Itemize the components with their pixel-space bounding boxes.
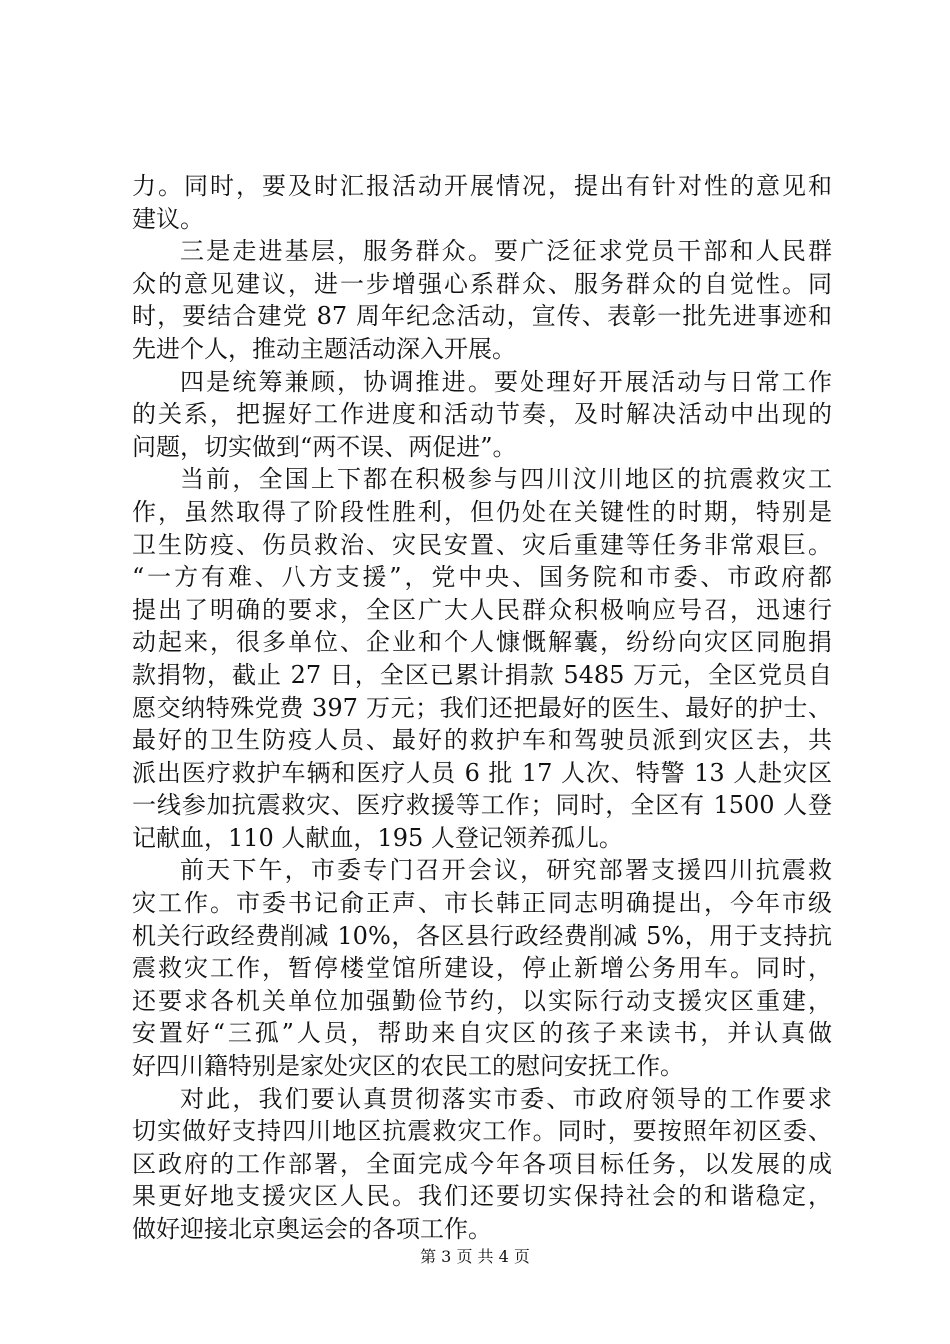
text-line: 问题，切实做到“两不误、两促进”。 (132, 432, 517, 461)
text-line: 灾工作。市委书记俞正声、市长韩正同志明确提出，今年市级 (132, 889, 832, 918)
text-line: 四是统筹兼顾，协调推进。要处理好开展活动与日常工作 (180, 367, 832, 396)
text-line: 建议。 (132, 204, 204, 233)
text-line: 作，虽然取得了阶段性胜利，但仍处在关键性的时期，特别是 (132, 497, 832, 526)
text-line: 派出医疗救护车辆和医疗人员 6 批 17 人次、特警 13 人赴灾区 (132, 758, 832, 787)
text-line: 款捐物，截止 27 日，全区已累计捐款 5485 万元，全区党员自 (132, 660, 832, 689)
text-line: 做好迎接北京奥运会的各项工作。 (132, 1215, 492, 1243)
text-line: 切实做好支持四川地区抗震救灾工作。同时，要按照年初区委、 (132, 1117, 832, 1146)
text-line: 震救灾工作，暂停楼堂馆所建设，停止新增公务用车。同时， (132, 954, 832, 983)
text-line: 安置好“三孤”人员，帮助来自灾区的孩子来读书，并认真做 (132, 1019, 832, 1048)
page-number-label: 第 3 页 共 4 页 (420, 1247, 530, 1266)
text-line: 机关行政经费削减 10%，各区县行政经费削减 5%，用于支持抗 (132, 921, 832, 950)
text-line: 动起来，很多单位、企业和个人慷慨解囊，纷纷向灾区同胞捐 (132, 628, 832, 657)
text-line: 好四川籍特别是家处灾区的农民工的慰问安抚工作。 (132, 1052, 684, 1081)
text-line: 一线参加抗震救灾、医疗救援等工作；同时，全区有 1500 人登 (132, 791, 832, 820)
text-line: 区政府的工作部署，全面完成今年各项目标任务，以发展的成 (132, 1149, 832, 1178)
text-line: 时，要结合建党 87 周年纪念活动，宣传、表彰一批先进事迹和 (132, 302, 832, 331)
document-body (132, 170, 832, 1246)
text-line: 果更好地支援灾区人民。我们还要切实保持社会的和谐稳定， (132, 1182, 832, 1211)
text-line: 力。同时，要及时汇报活动开展情况，提出有针对性的意见和 (132, 172, 832, 200)
text-line: 众的意见建议，进一步增强心系群众、服务群众的自觉性。同 (132, 269, 832, 298)
text-line: 还要求各机关单位加强勤俭节约，以实际行动支援灾区重建， (132, 986, 832, 1015)
text-line: 当前，全国上下都在积极参与四川汶川地区的抗震救灾工 (180, 465, 832, 494)
text-line: 对此，我们要认真贯彻落实市委、市政府领导的工作要求 (180, 1084, 832, 1113)
text-line: “一方有难、八方支援”，党中央、国务院和市委、市政府都 (132, 563, 832, 592)
text-line: 提出了明确的要求，全区广大人民群众积极响应号召，迅速行 (132, 595, 832, 624)
text-line: 前天下午，市委专门召开会议，研究部署支援四川抗震救 (180, 856, 832, 885)
text-line: 先进个人，推动主题活动深入开展。 (132, 334, 516, 363)
page-footer (0, 1244, 950, 1267)
text-line: 卫生防疫、伤员救治、灾民安置、灾后重建等任务非常艰巨。 (132, 530, 832, 559)
text-line: 三是走进基层，服务群众。要广泛征求党员干部和人民群 (180, 237, 832, 266)
text-line: 愿交纳特殊党费 397 万元；我们还把最好的医生、最好的护士、 (132, 693, 832, 722)
text-line: 最好的卫生防疫人员、最好的救护车和驾驶员派到灾区去，共 (132, 726, 832, 755)
text-line: 记献血，110 人献血，195 人登记领养孤儿。 (132, 823, 623, 852)
text-line: 的关系，把握好工作进度和活动节奏，及时解决活动中出现的 (132, 400, 832, 429)
